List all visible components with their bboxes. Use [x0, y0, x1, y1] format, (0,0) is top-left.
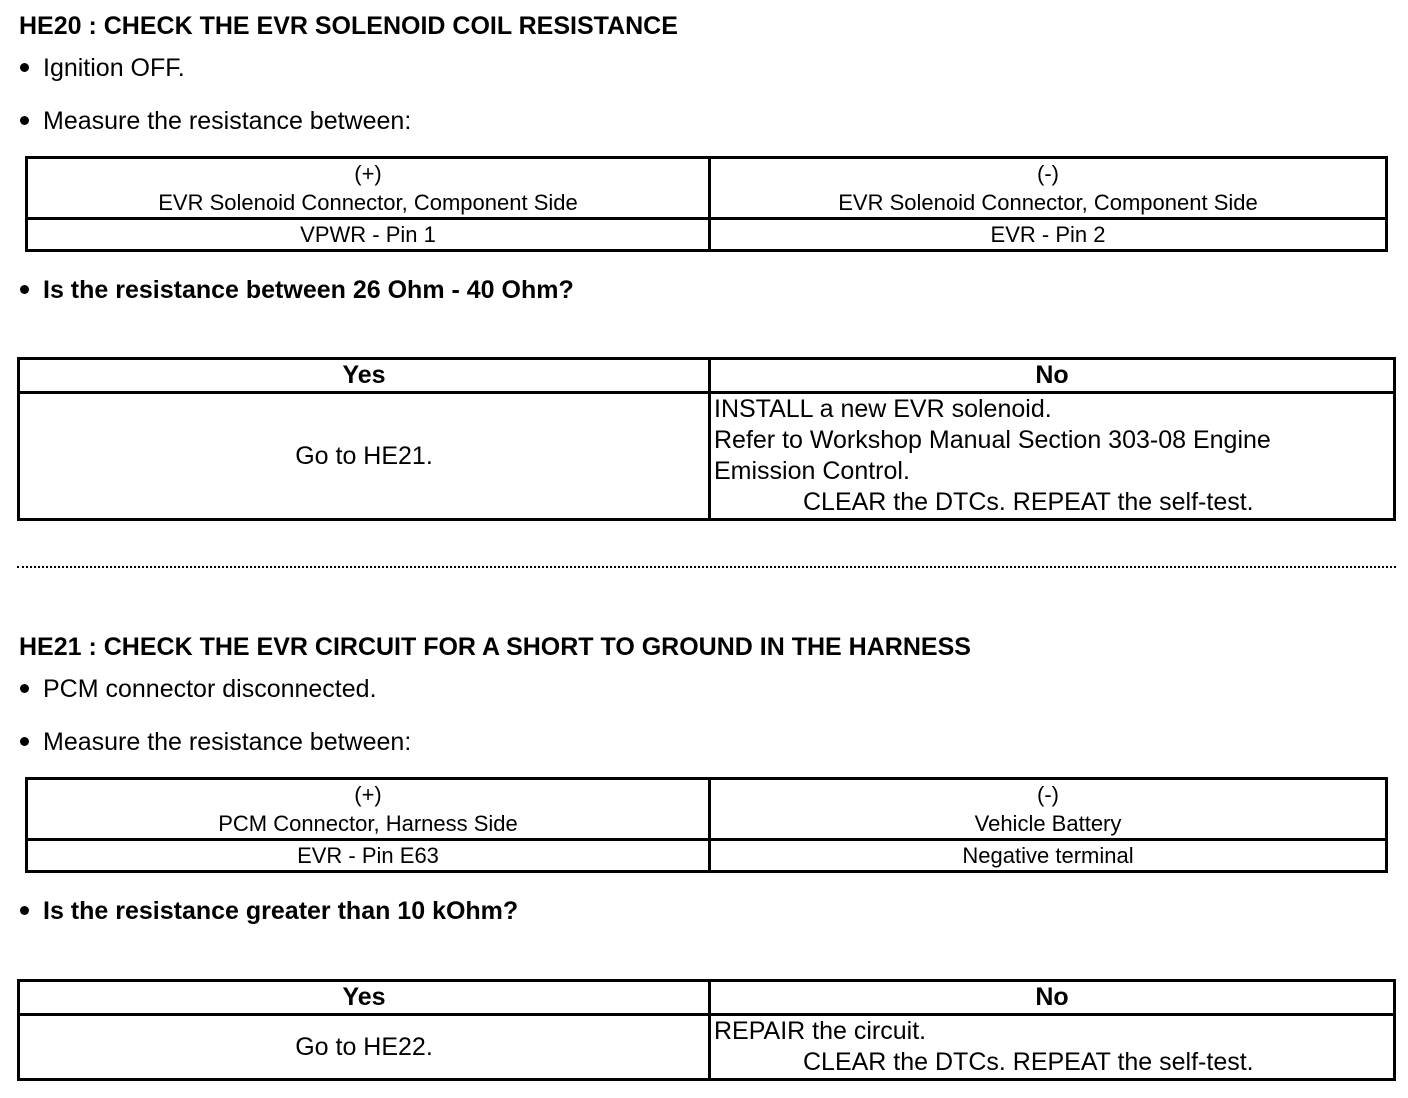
- no-header: No: [710, 981, 1395, 1015]
- plus-value-cell: EVR - Pin E63: [27, 840, 710, 872]
- question-text: Is the resistance between 26 Ohm - 40 Ohm?: [43, 276, 574, 304]
- no-cell: [710, 393, 1395, 520]
- plus-header-cell: [27, 779, 710, 840]
- bullet-icon: [20, 737, 29, 746]
- step-text: Measure the resistance between:: [43, 107, 412, 135]
- step-text: PCM connector disconnected.: [43, 675, 377, 703]
- bullet-icon: [20, 906, 29, 915]
- minus-value-cell: Negative terminal: [710, 840, 1387, 872]
- step-bullet: [18, 106, 411, 136]
- plus-sign: (+): [354, 782, 382, 807]
- bullet-icon: [20, 684, 29, 693]
- yes-cell: Go to HE21.: [19, 393, 710, 520]
- plus-label: EVR Solenoid Connector, Component Side: [158, 190, 578, 215]
- yes-header: Yes: [19, 981, 710, 1015]
- yes-header: Yes: [19, 359, 710, 393]
- step-text: Ignition OFF.: [43, 54, 185, 82]
- step-bullet: [18, 674, 377, 704]
- no-line: CLEAR the DTCs. REPEAT the self-test.: [803, 488, 1254, 516]
- no-line: Refer to Workshop Manual Section 303-08 Engine: [714, 426, 1271, 454]
- no-line: INSTALL a new EVR solenoid.: [714, 395, 1052, 423]
- plus-sign: (+): [354, 161, 382, 186]
- minus-header-cell: [710, 779, 1387, 840]
- plus-value-cell: VPWR - Pin 1: [27, 219, 710, 251]
- no-header: No: [710, 359, 1395, 393]
- step-text: Measure the resistance between:: [43, 728, 412, 756]
- no-line: CLEAR the DTCs. REPEAT the self-test.: [803, 1048, 1254, 1076]
- no-line: Emission Control.: [714, 457, 910, 485]
- plus-label: PCM Connector, Harness Side: [218, 811, 518, 836]
- question-bullet: [18, 275, 574, 305]
- section-title-he21: HE21 : CHECK THE EVR CIRCUIT FOR A SHORT TO GROUND IN THE HARNESS: [19, 633, 971, 661]
- yes-cell: Go to HE22.: [19, 1015, 710, 1080]
- question-bullet: [18, 896, 518, 926]
- no-line: REPAIR the circuit.: [714, 1017, 927, 1045]
- decision-table-he21: [17, 979, 1396, 1081]
- section-divider: [17, 566, 1396, 568]
- minus-header-cell: [710, 158, 1387, 219]
- minus-label: EVR Solenoid Connector, Component Side: [838, 190, 1258, 215]
- measurement-table-he20: [25, 156, 1388, 252]
- section-title-he20: HE20 : CHECK THE EVR SOLENOID COIL RESISTANCE: [19, 12, 678, 40]
- no-cell: [710, 1015, 1395, 1080]
- decision-table-he20: [17, 357, 1396, 521]
- minus-sign: (-): [1037, 161, 1059, 186]
- bullet-icon: [20, 63, 29, 72]
- bullet-icon: [20, 116, 29, 125]
- measurement-table-he21: [25, 777, 1388, 873]
- minus-label: Vehicle Battery: [974, 811, 1122, 836]
- plus-header-cell: [27, 158, 710, 219]
- step-bullet: [18, 727, 411, 757]
- question-text: Is the resistance greater than 10 kOhm?: [43, 897, 519, 925]
- minus-sign: (-): [1037, 782, 1059, 807]
- step-bullet: [18, 53, 185, 83]
- minus-value-cell: EVR - Pin 2: [710, 219, 1387, 251]
- bullet-icon: [20, 285, 29, 294]
